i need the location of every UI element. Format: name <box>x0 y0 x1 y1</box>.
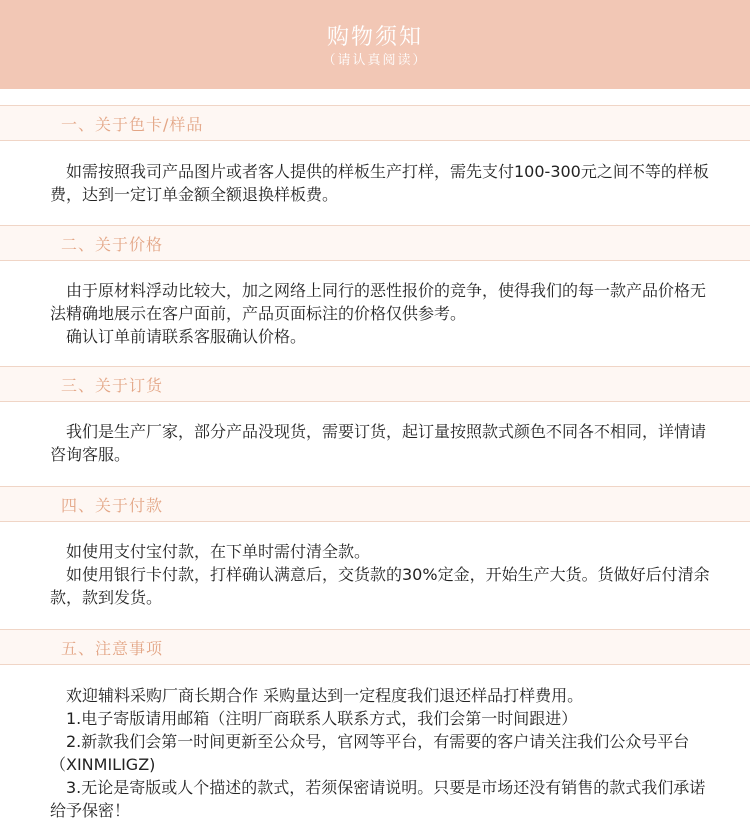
paragraph: 如需按照我司产品图片或者客人提供的样板生产打样，需先支付100-300元之间不等的样板费，达到一定订单金额全额退换样板费。 <box>50 162 709 204</box>
section-header-payment <box>0 486 750 522</box>
paragraph: 欢迎辅料采购厂商长期合作 采购量达到一定程度我们退还样品打样费用。 <box>66 686 584 705</box>
page-subtitle: （请认真阅读） <box>322 53 428 68</box>
section-title: 五、注意事项 <box>61 638 164 658</box>
section-header-price <box>0 225 750 261</box>
section-body-price <box>50 279 720 348</box>
section-title: 三、关于订货 <box>61 375 164 395</box>
paragraph: 确认订单前请联系客服确认价格。 <box>66 327 307 346</box>
section-title: 二、关于价格 <box>61 234 164 254</box>
paragraph: 由于原材料浮动比较大，加之网络上同行的恶性报价的竞争，使得我们的每一款产品价格无法精确地展示在客户面前，产品页面标注的价格仅供参考。 <box>50 281 707 323</box>
section-body-notes <box>50 684 720 822</box>
paragraph: 如使用支付宝付款，在下单时需付清全款。 <box>66 542 371 561</box>
paragraph: 我们是生产厂家，部分产品没现货，需要订货，起订量按照款式颜色不同各不相同，详情请咨询客服。 <box>50 422 707 464</box>
paragraph: 3.无论是寄版或人个描述的款式，若须保密请说明。只要是市场还没有销售的款式我们承诺给予保密！ <box>50 778 706 820</box>
paragraph: 1.电子寄版请用邮箱（注明厂商联系人联系方式，我们会第一时间跟进） <box>66 709 578 728</box>
section-header-samples <box>0 105 750 141</box>
section-title: 一、关于色卡/样品 <box>61 114 204 134</box>
paragraph: 如使用银行卡付款，打样确认满意后，交货款的30%定金，开始生产大货。货做好后付清余款，款到发货。 <box>50 565 710 607</box>
paragraph: 2.新款我们会第一时间更新至公众号，官网等平台，有需要的客户请关注我们公众号平台（XINMILIGZ) <box>50 732 690 774</box>
section-body-samples <box>50 160 720 206</box>
page-title: 购物须知 <box>326 25 423 50</box>
section-body-ordering <box>50 420 720 466</box>
notice-banner <box>0 0 750 89</box>
section-body-payment <box>50 540 720 609</box>
section-header-ordering <box>0 366 750 402</box>
section-header-notes <box>0 629 750 665</box>
section-title: 四、关于付款 <box>61 495 164 515</box>
